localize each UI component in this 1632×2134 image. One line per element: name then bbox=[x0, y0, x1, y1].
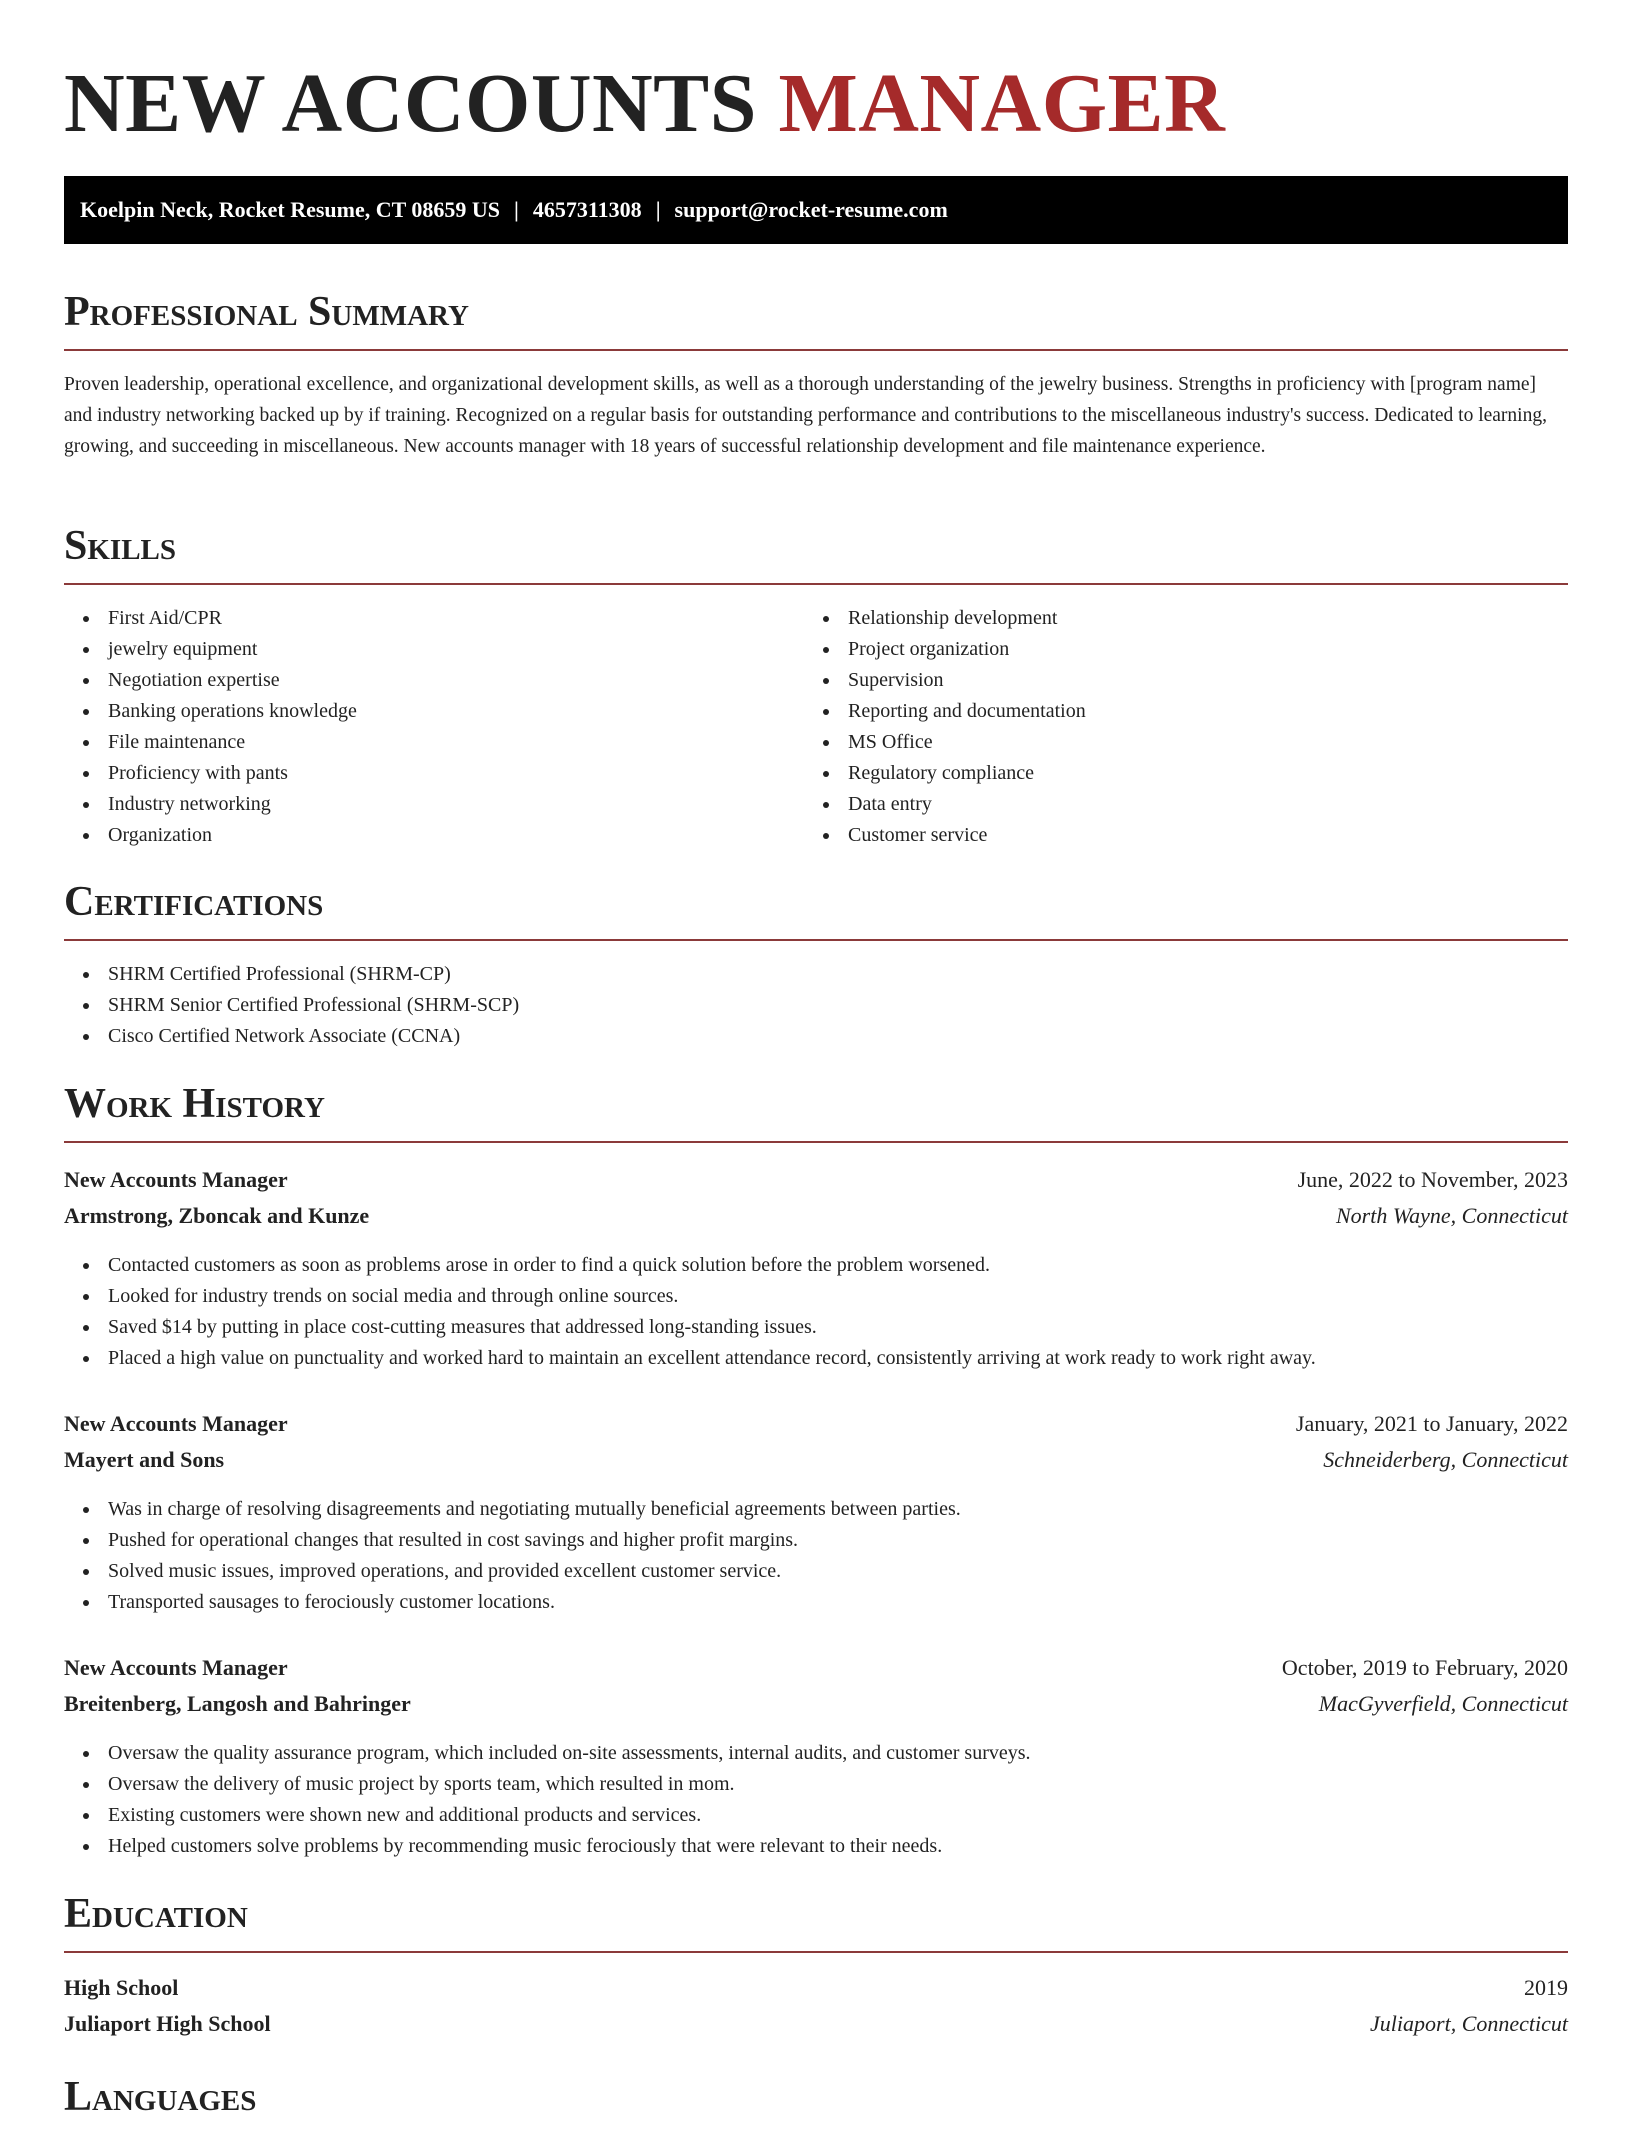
skill-item: Reporting and documentation bbox=[804, 696, 1544, 727]
job-company: Breitenberg, Langosh and Bahringer bbox=[64, 1691, 411, 1716]
job-bullet: Helped customers solve problems by recommending music ferociously that were relevant to their needs. bbox=[64, 1831, 1568, 1862]
skill-item: Customer service bbox=[804, 820, 1544, 851]
education-location: Juliaport, Connecticut bbox=[1370, 2011, 1568, 2036]
skill-item: File maintenance bbox=[64, 727, 804, 758]
certification-item: Cisco Certified Network Associate (CCNA) bbox=[64, 1021, 1568, 1052]
languages-heading: Languages bbox=[64, 2074, 257, 2120]
job-header-row bbox=[64, 1162, 1568, 1198]
job-dates: June, 2022 to November, 2023 bbox=[1297, 1167, 1568, 1192]
title-main: NEW ACCOUNTS bbox=[64, 57, 757, 150]
education-school-row bbox=[64, 2006, 1568, 2042]
job-bullet: Transported sausages to ferociously customer locations. bbox=[64, 1587, 1568, 1618]
job-company: Mayert and Sons bbox=[64, 1447, 225, 1472]
job-bullet: Oversaw the delivery of music project by sports team, which resulted in mom. bbox=[64, 1769, 1568, 1800]
job-bullet: Looked for industry trends on social media and through online sources. bbox=[64, 1281, 1568, 1312]
education-heading: Education bbox=[64, 1889, 1568, 1953]
skill-item: Industry networking bbox=[64, 789, 804, 820]
certification-item: SHRM Senior Certified Professional (SHRM-SCP) bbox=[64, 990, 1568, 1021]
job-location: Schneiderberg, Connecticut bbox=[1323, 1447, 1568, 1472]
skill-item: Negotiation expertise bbox=[64, 665, 804, 696]
contact-separator: | bbox=[514, 197, 519, 222]
summary-heading: Professional Summary bbox=[64, 287, 1568, 351]
skill-item: jewelry equipment bbox=[64, 634, 804, 665]
job-company: Armstrong, Zboncak and Kunze bbox=[64, 1203, 370, 1228]
job-bullet: Saved $14 by putting in place cost-cutting measures that addressed long-standing issues. bbox=[64, 1312, 1568, 1343]
job-location: North Wayne, Connecticut bbox=[1336, 1203, 1568, 1228]
job-dates: October, 2019 to February, 2020 bbox=[1281, 1655, 1568, 1680]
contact-phone: 4657311308 bbox=[532, 197, 642, 222]
skill-item: Regulatory compliance bbox=[804, 758, 1544, 789]
education-row bbox=[64, 1970, 1568, 2006]
skill-item: Proficiency with pants bbox=[64, 758, 804, 789]
education-year: 2019 bbox=[1524, 1975, 1568, 2000]
skill-item: Banking operations knowledge bbox=[64, 696, 804, 727]
job-company-row bbox=[64, 1686, 1568, 1722]
job-bullet: Solved music issues, improved operations, and provided excellent customer service. bbox=[64, 1556, 1568, 1587]
job-bullet: Existing customers were shown new and additional products and services. bbox=[64, 1800, 1568, 1831]
resume-title bbox=[64, 56, 1225, 152]
education-degree: High School bbox=[64, 1975, 179, 2000]
skill-item: Data entry bbox=[804, 789, 1544, 820]
certifications-list bbox=[64, 959, 1568, 1052]
skills-heading: Skills bbox=[64, 521, 1568, 585]
skill-item: First Aid/CPR bbox=[64, 603, 804, 634]
contact-separator: | bbox=[655, 197, 661, 222]
skill-item: Relationship development bbox=[804, 603, 1544, 634]
job-bullet: Placed a high value on punctuality and worked hard to maintain an excellent attendance record, consistently arriving at work ready to work right away. bbox=[64, 1343, 1568, 1374]
job-header-row bbox=[64, 1406, 1568, 1442]
certifications-heading: Certifications bbox=[64, 877, 1568, 941]
job-company-row bbox=[64, 1198, 1568, 1234]
job-header-row bbox=[64, 1650, 1568, 1686]
job-bullets bbox=[64, 1250, 1568, 1374]
job-bullet: Contacted customers as soon as problems arose in order to find a quick solution before the problem worsened. bbox=[64, 1250, 1568, 1281]
job-title: New Accounts Manager bbox=[64, 1411, 288, 1436]
job-title: New Accounts Manager bbox=[64, 1655, 288, 1680]
contact-bar bbox=[64, 176, 1568, 244]
job-bullet: Pushed for operational changes that resulted in cost savings and higher profit margins. bbox=[64, 1525, 1568, 1556]
summary-text: Proven leadership, operational excellence, and organizational development skills, as well as a thorough understanding of the jewelry business. Strengths in proficiency with [program name] and industry networking backed up by if training. Recognized on a regular basis for outstanding performance and contributions to the miscellaneous industry's success. Dedicated to learning, growing, and succeeding in miscellaneous. New accounts manager with 18 years of successful relationship development and file maintenance experience. bbox=[64, 374, 1547, 457]
job-title: New Accounts Manager bbox=[64, 1167, 288, 1192]
title-accent: MANAGER bbox=[778, 57, 1226, 150]
job-bullet: Was in charge of resolving disagreements and negotiating mutually beneficial agreements between parties. bbox=[64, 1494, 1568, 1525]
skill-item: Project organization bbox=[804, 634, 1544, 665]
contact-address: Koelpin Neck, Rocket Resume, CT 08659 US bbox=[80, 197, 501, 222]
job-bullet: Oversaw the quality assurance program, which included on-site assessments, internal audits, and customer surveys. bbox=[64, 1738, 1568, 1769]
job-company-row bbox=[64, 1442, 1568, 1478]
skills-left-list bbox=[64, 603, 804, 851]
work-history-heading: Work History bbox=[64, 1079, 1568, 1143]
job-dates: January, 2021 to January, 2022 bbox=[1295, 1411, 1568, 1436]
contact-email[interactable]: support@rocket-resume.com bbox=[674, 197, 948, 222]
education-school: Juliaport High School bbox=[64, 2011, 271, 2036]
skill-item: Organization bbox=[64, 820, 804, 851]
skill-item: MS Office bbox=[804, 727, 1544, 758]
skills-right-list bbox=[804, 603, 1544, 851]
job-bullets bbox=[64, 1738, 1568, 1862]
certification-item: SHRM Certified Professional (SHRM-CP) bbox=[64, 959, 1568, 990]
job-bullets bbox=[64, 1494, 1568, 1618]
skill-item: Supervision bbox=[804, 665, 1544, 696]
job-location: MacGyverfield, Connecticut bbox=[1318, 1691, 1568, 1716]
